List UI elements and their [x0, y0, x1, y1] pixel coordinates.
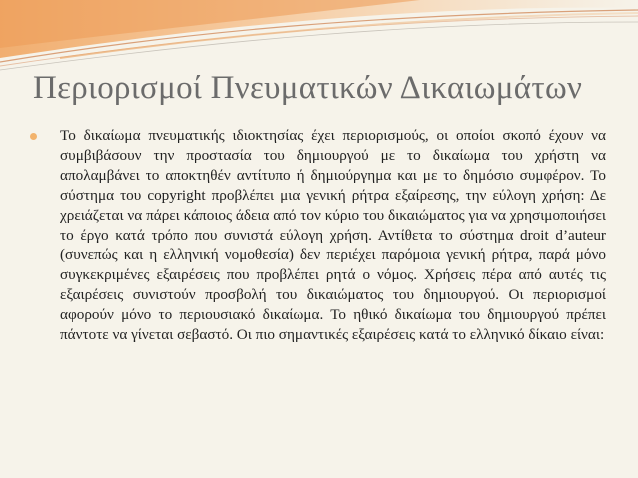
slide-title: Περιορισμοί Πνευματικών Δικαιωμάτων: [33, 70, 583, 106]
bullet-dot-icon: [30, 133, 37, 140]
bullet-item: [30, 126, 606, 345]
bullet-text: Το δικαίωμα πνευματικής ιδιοκτησίας έχει περιορισμούς, οι οποίοι σκοπό έχουν να συμβιβάσουν την προστασία του δημιουργού με το δικαίωμα του χρήστη να απολαμβάνει το αποκτηθέν αντίτυπο ή δημιούργημα και με το δημόσιο συμφέρον. Το σύστημα του copyright προβλέπει μια γενική ρήτρα εξαίρεσης, την εύλογη χρήση: Δε χρειάζεται να πάρει κάποιος άδεια από τον κύριο του δικαιώματος για να χρησιμοποιήσει το έργο κατά τρόπο που συνιστά εύλογη χρήση. Αντίθετα το σύστημα droit d’auteur (συνεπώς και η ελληνική νομοθεσία) δεν περιέχει παρόμοια γενική ρήτρα, παρά μόνο συγκεκριμένες εξαιρέσεις που προβλέπει ρητά ο νόμος. Χρήσεις πέρα από αυτές τις εξαιρέσεις συνιστούν προσβολή του δικαιώματος του δημιουργού. Οι περιορισμοί αφορούν μόνο το περιουσιακό δικαίωμα. Το ηθικό δικαίωμα του δημιουργού πρέπει πάντοτε να γίνεται σεβαστό. Οι πιο σημαντικές εξαιρέσεις κατά το ελληνικό δίκαιο είναι:: [60, 127, 606, 344]
decorative-swoosh-header: [0, 0, 638, 80]
